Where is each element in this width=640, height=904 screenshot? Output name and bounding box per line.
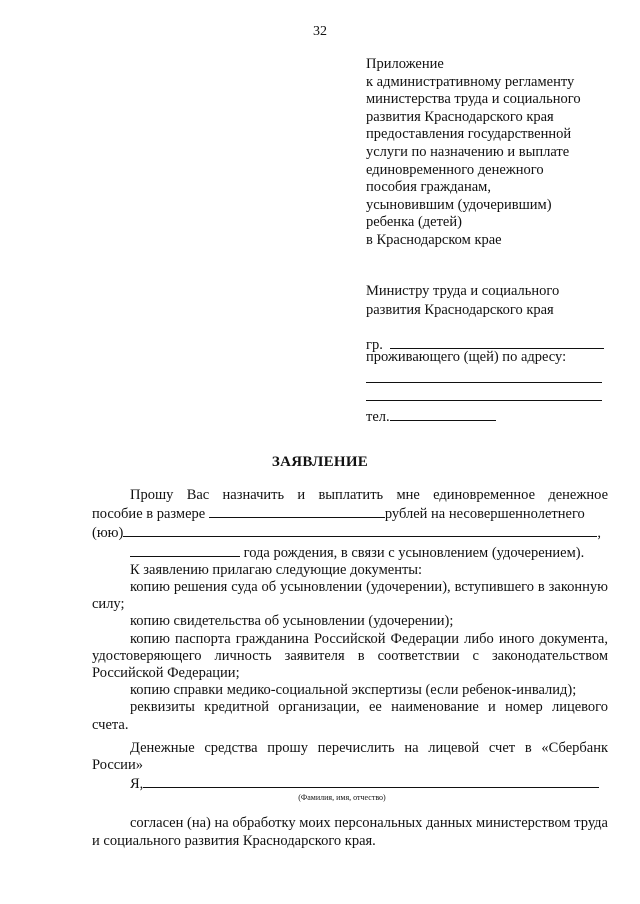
birth-year-label: года рождения, в связи с усыновлением (удочерением). (243, 544, 585, 561)
appendix-line: предоставления государственной (366, 126, 572, 143)
consent-statement: согласен (на) на обработку моих персональных данных министерством труда и социального развития Краснодарского края. (92, 815, 608, 849)
attachment-item: копию справки медико-социальной экспертизы (если ребенок-инвалид); (130, 682, 577, 699)
appendix-line: ребенка (детей) (366, 214, 462, 231)
address-field-1[interactable] (366, 368, 602, 383)
amount-label: пособие в размере (92, 506, 206, 523)
minor-label: рублей на несовершеннолетнего (384, 506, 585, 523)
appendix-header (366, 56, 616, 250)
recipient-line-2: развития Краснодарского края (366, 302, 554, 318)
recipient-line-1: Министру труда и социального (366, 283, 560, 299)
appendix-line: развития Краснодарского края (366, 108, 554, 125)
applicant-block (366, 334, 616, 437)
appendix-line: Приложение (366, 56, 444, 72)
document-title: ЗАЯВЛЕНИЕ (271, 454, 369, 470)
address-field-2[interactable] (366, 386, 602, 401)
appendix-line: к административному регламенту (366, 73, 575, 90)
appendix-line: услуги по назначению и выплате (366, 143, 570, 160)
appendix-line: в Краснодарском крае (366, 231, 502, 248)
name-row (92, 774, 608, 793)
gender-suffix: (юю) (92, 525, 124, 542)
address-line-2 (366, 386, 616, 406)
name-caption: (Фамилия, имя, отчество) (298, 793, 386, 803)
application-body (92, 487, 608, 850)
attachment-item: копию решения суда об усыновлении (удочерении), вступившего в законную силу; (92, 579, 608, 613)
attachment-item: реквизиты кредитной организации, ее наименование и номер лицевого счета. (92, 699, 608, 733)
recipient-block (366, 282, 616, 320)
comma: , (597, 525, 601, 542)
request-line-2 (92, 504, 608, 523)
i-prefix: Я, (130, 776, 144, 793)
page-number: 32 (313, 24, 327, 39)
appendix-line: единовременного денежного (366, 161, 544, 178)
attachments-intro: К заявлению прилагаю следующие документы: (130, 561, 423, 578)
request-line-1: Прошу Вас назначить и выплатить мне единовременное денежное (130, 487, 608, 503)
citizen-prefix: гр. (366, 337, 383, 353)
child-name-field[interactable] (123, 523, 597, 537)
phone-prefix: тел. (366, 409, 390, 425)
address-label-row (366, 349, 616, 370)
address-label: проживающего (щей) по адресу: (366, 349, 567, 365)
full-name-field[interactable] (143, 774, 599, 788)
address-line-1 (366, 368, 616, 388)
attachment-item: копию паспорта гражданина Российской Федерации либо иного документа, удостоверяющего личность заявителя в соответствии с законодательством Российской Федерации; (92, 630, 608, 682)
amount-field[interactable] (209, 504, 385, 518)
transfer-instruction: Денежные средства прошу перечислить на лицевой счет в «Сбербанк России» (92, 739, 608, 774)
birth-year-field[interactable] (130, 543, 240, 557)
attachment-item: копию свидетельства об усыновлении (удочерении); (130, 613, 454, 630)
phone-row (366, 406, 616, 427)
appendix-line: пособия гражданам, (366, 179, 491, 196)
phone-field[interactable] (390, 406, 496, 421)
request-line-4 (92, 543, 608, 562)
appendix-line: усыновившим (удочерившим) (366, 196, 552, 213)
request-line-3 (92, 523, 608, 542)
appendix-line: министерства труда и социального (366, 91, 581, 108)
citizen-name-field[interactable] (390, 334, 604, 349)
